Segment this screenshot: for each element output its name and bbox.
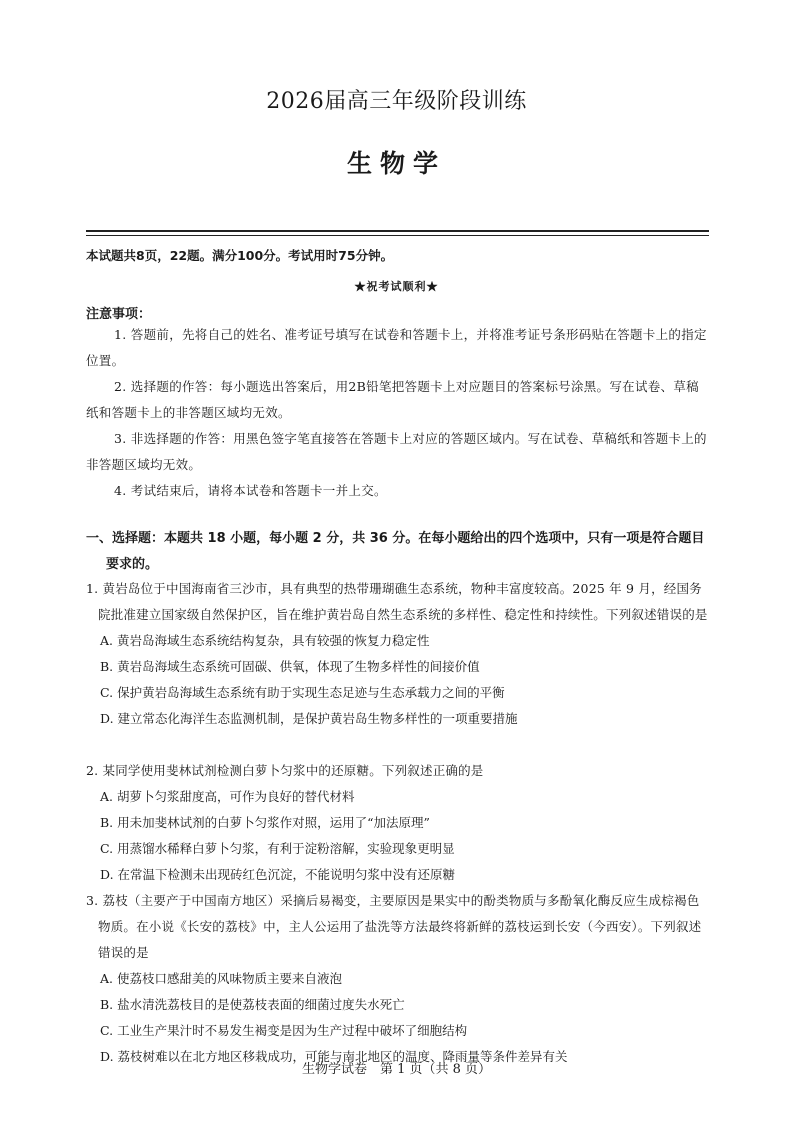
- question-stem: 1. 黄岩岛位于中国海南省三沙市，具有典型的热带珊瑚礁生态系统，物种丰富度较高。2025 年 9 月，经国务院批准建立国家级自然保护区，旨在维护黄岩岛自然生态系统的多样性、稳定性和持续性。下列叙述错误的是: [86, 581, 708, 622]
- subject-title: 生物学: [346, 149, 446, 178]
- divider-thick: [86, 230, 709, 232]
- question-2: [86, 758, 712, 888]
- option-d: D. 荔枝树难以在北方地区移栽成功，可能与南北地区的温度、降雨量等条件差异有关: [100, 1049, 568, 1064]
- section-heading: 一、选择题：本题共 18 小题，每小题 2 分，共 36 分。在每小题给出的四个选项中，只有一项是符合题目要求的。: [86, 531, 705, 572]
- option-b: B. 用未加斐林试剂的白萝卜匀浆作对照，运用了“加法原理”: [100, 815, 430, 830]
- notice-item-3: 3. 非选择题的作答：用黑色签字笔直接答在答题卡上对应的答题区域内。写在试卷、草稿纸和答题卡上的非答题区域均无效。: [86, 431, 707, 472]
- option-b: B. 黄岩岛海域生态系统可固碳、供氧，体现了生物多样性的间接价值: [100, 659, 480, 674]
- option-c: C. 用蒸馏水稀释白萝卜匀浆，有利于淀粉溶解，实验现象更明显: [100, 841, 455, 856]
- notice-item-2: 2. 选择题的作答：每小题选出答案后，用2B铅笔把答题卡上对应题目的答案标号涂黑。写在试卷、草稿纸和答题卡上的非答题区域均无效。: [86, 379, 699, 420]
- notice-item-4: 4. 考试结束后，请将本试卷和答题卡一并上交。: [114, 483, 387, 498]
- question-stem: 3. 荔枝（主要产于中国南方地区）采摘后易褐变，主要原因是果实中的酚类物质与多酚氧化酶反应生成棕褐色物质。在小说《长安的荔枝》中，主人公运用了盐洗等方法最终将新鲜的荔枝运到长安（今西安）。下列叙述错误的是: [86, 893, 702, 960]
- question-stem: 2. 某同学使用斐林试剂检测白萝卜匀浆中的还原糖。下列叙述正确的是: [86, 763, 484, 778]
- option-a: A. 使荔枝口感甜美的风味物质主要来自液泡: [100, 971, 342, 986]
- option-c: C. 保护黄岩岛海域生态系统有助于实现生态足迹与生态承载力之间的平衡: [100, 685, 505, 700]
- page-footer: 生物学试卷 第 1 页（共 8 页）: [301, 1062, 492, 1077]
- option-a: A. 胡萝卜匀浆甜度高，可作为良好的替代材料: [100, 789, 355, 804]
- exam-title: 2026届高三年级阶段训练: [266, 89, 527, 114]
- divider-thin: [86, 235, 709, 236]
- notice-title: 注意事项：: [86, 307, 152, 322]
- option-c: C. 工业生产果汁时不易发生褐变是因为生产过程中破坏了细胞结构: [100, 1023, 468, 1038]
- notice-item-1: 1. 答题前，先将自己的姓名、准考证号填写在试卷和答题卡上，并将准考证号条形码贴在答题卡上的指定位置。: [86, 327, 707, 368]
- good-luck-line: ★祝考试顺利★: [354, 280, 439, 293]
- option-d: D. 在常温下检测未出现砖红色沉淀，不能说明匀浆中没有还原糖: [100, 867, 456, 882]
- option-b: B. 盐水清洗荔枝目的是使荔枝表面的细菌过度失水死亡: [100, 997, 405, 1012]
- question-3: [86, 888, 712, 1070]
- option-d: D. 建立常态化海洋生态监测机制，是保护黄岩岛生物多样性的一项重要措施: [100, 711, 518, 726]
- question-1: [86, 576, 712, 732]
- exam-info: 本试题共8页，22题。满分100分。考试用时75分钟。: [86, 248, 394, 263]
- option-a: A. 黄岩岛海域生态系统结构复杂，具有较强的恢复力稳定性: [100, 633, 430, 648]
